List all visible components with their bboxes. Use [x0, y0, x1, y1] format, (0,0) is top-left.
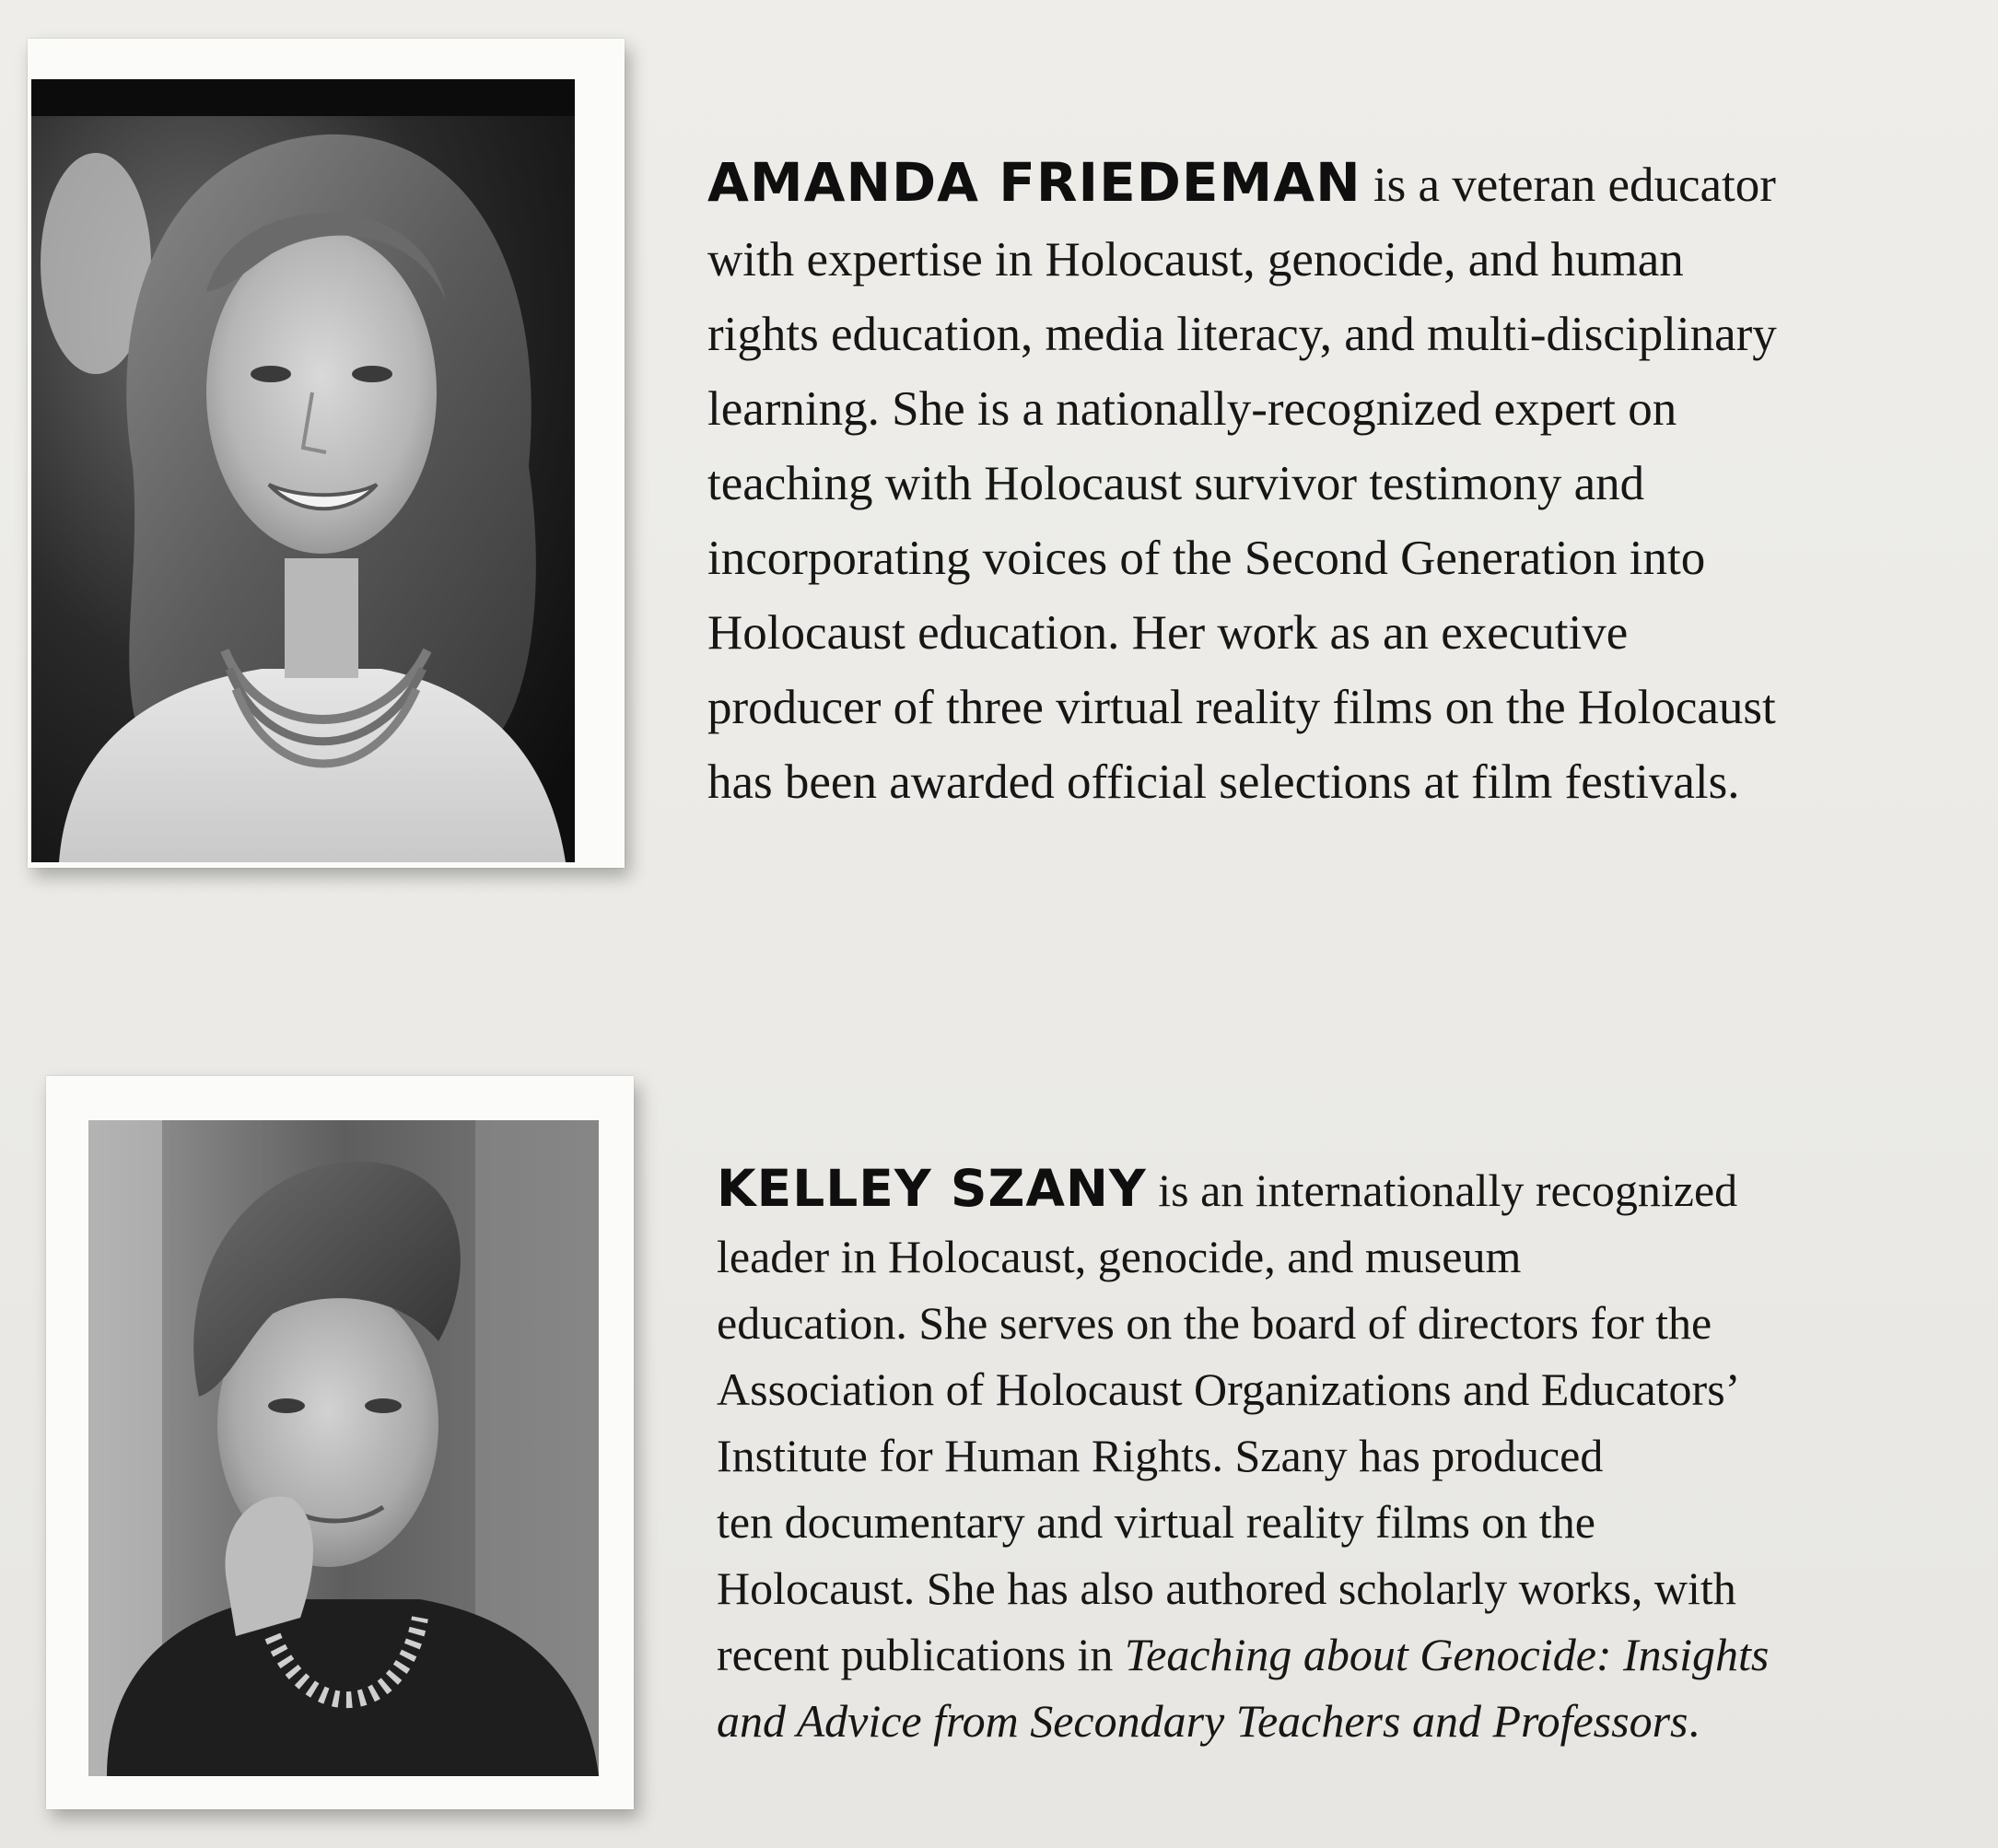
- bio-line: education. She serves on the board of directors for the: [717, 1297, 1712, 1349]
- publication-title-part2: and Advice from Secondary Teachers and Professors: [717, 1695, 1688, 1747]
- portrait-photo-amanda-friedeman: [31, 79, 575, 862]
- person-name: AMANDA FRIEDEMAN: [707, 151, 1361, 214]
- bio-line: ten documentary and virtual reality films on the: [717, 1496, 1595, 1548]
- bio-line: learning. She is a nationally-recognized expert on: [707, 382, 1677, 436]
- bio-publication-line: [717, 1621, 1988, 1688]
- bio-publication-line: [717, 1688, 1988, 1754]
- bio-line: Holocaust education. Her work as an executive: [707, 606, 1629, 660]
- bio-line: with expertise in Holocaust, genocide, and human: [707, 233, 1684, 287]
- publication-suffix: .: [1688, 1695, 1700, 1747]
- publication-prefix: recent publications in: [717, 1629, 1125, 1680]
- portrait-frame-amanda-friedeman: [28, 39, 625, 868]
- bio-line: teaching with Holocaust survivor testimony and: [707, 457, 1645, 510]
- portrait-frame-kelley-szany: [46, 1076, 634, 1809]
- bio-line: Association of Holocaust Organizations and Educators’: [717, 1363, 1741, 1415]
- portrait-image-amanda: [31, 79, 575, 862]
- bio-line: Institute for Human Rights. Szany has produced: [717, 1430, 1604, 1481]
- bio-text-start: is a veteran educator: [1361, 158, 1776, 212]
- bio-line: has been awarded official selections at film festivals.: [707, 755, 1740, 809]
- bio-amanda-friedeman: [707, 146, 1997, 820]
- person-name: KELLEY SZANY: [717, 1159, 1147, 1218]
- bio-text-start: is an internationally recognized: [1146, 1164, 1738, 1216]
- bio-line: leader in Holocaust, genocide, and museum: [717, 1231, 1522, 1282]
- bio-first-line: [707, 146, 1997, 223]
- publication-title-part1: Teaching about Genocide: Insights: [1124, 1629, 1770, 1680]
- bio-line: incorporating voices of the Second Generation into: [707, 532, 1706, 585]
- bio-first-line: [717, 1155, 1988, 1223]
- bio-kelley-szany: [717, 1155, 1988, 1754]
- bio-line: Holocaust. She has also authored scholarly works, with: [717, 1562, 1736, 1614]
- bio-line: producer of three virtual reality films on the Holocaust: [707, 681, 1776, 734]
- portrait-photo-kelley-szany: [88, 1120, 599, 1776]
- bio-line: rights education, media literacy, and multi-disciplinary: [707, 308, 1777, 361]
- portrait-image-kelley: [88, 1120, 599, 1776]
